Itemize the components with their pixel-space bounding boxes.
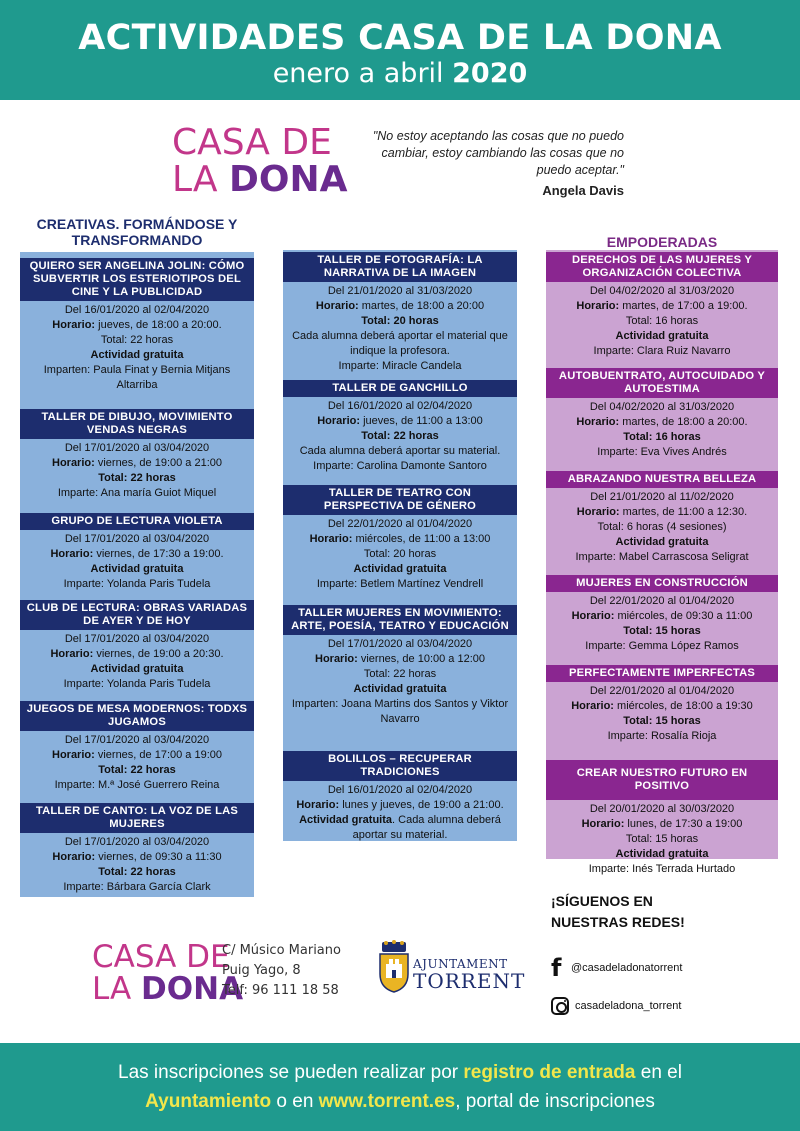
page-subtitle [0,58,800,90]
instagram-link[interactable] [551,997,681,1015]
activity-title: TALLER DE GANCHILLO [283,380,517,397]
activity-card [283,252,517,374]
activity-details [20,301,254,393]
activity-title: AUTOBUENTRATO, AUTOCUIDADO Y AUTOESTIMA [546,368,778,398]
activity-schedule [287,414,513,429]
activity-details [20,630,254,692]
activity-total: Total: 22 horas [98,764,176,776]
activity-total: Total: 22 horas [361,430,439,442]
schedule-value: viernes, de 19:00 a 21:00 [97,457,222,469]
activity-dates: Del 17/01/2020 al 03/04/2020 [327,638,473,650]
activity-title: DERECHOS DE LAS MUJERES Y ORGANIZACIÓN COLECTIVA [546,252,778,282]
activity-title: TALLER DE TEATRO CON PERSPECTIVA DE GÉNERO [283,485,517,515]
casa-de-la-dona-logo [172,124,347,198]
activity-instructor: Imparte: Carolina Damonte Santoro [313,460,487,472]
schedule-label: Horario: [52,851,96,863]
activity-instructor: Imparte: Gemma López Ramos [585,640,739,652]
activity-free-note [287,813,513,843]
activity-card [283,605,517,727]
activity-total: Total: 6 horas (4 sesiones) [597,521,727,533]
activity-title: QUIERO SER ANGELINA JOLIN: CÓMO SUBVERTIR LOS ESTERIOTIPOS DEL CINE Y LA PUBLICIDAD [20,258,254,301]
casa-de-la-dona-logo-footer [92,941,243,1005]
footer-highlight-ayuntamiento: Ayuntamiento [145,1091,272,1112]
schedule-label: Horario: [576,416,620,428]
activity-dates: Del 17/01/2020 al 03/04/2020 [64,734,210,746]
activity-title: TALLER DE CANTO: LA VOZ DE LAS MUJERES [20,803,254,833]
activity-card [20,600,254,692]
activity-instructor: Imparte: Bárbara García Clark [63,881,211,893]
activity-schedule [24,547,250,562]
activity-title: TALLER MUJERES EN MOVIMIENTO: ARTE, POESÍA, TEATRO Y EDUCACIÓN [283,605,517,635]
activity-details [20,833,254,895]
footer-text: en el [635,1062,682,1083]
schedule-value: miércoles, de 11:00 a 13:00 [355,533,491,545]
schedule-label: Horario: [50,648,94,660]
activity-free: Actividad gratuita [90,663,184,675]
activity-title: ABRAZANDO NUESTRA BELLEZA [546,471,778,488]
schedule-label: Horario: [315,300,359,312]
activity-schedule [24,456,250,471]
activity-dates: Del 21/01/2020 al 31/03/2020 [327,285,473,297]
activity-dates: Del 16/01/2020 al 02/04/2020 [64,304,210,316]
activity-instructor: Imparte: Ana maría Guiot Miquel [57,487,217,499]
activity-dates: Del 22/01/2020 al 01/04/2020 [589,685,735,697]
activity-card [20,258,254,393]
logo-line-1: CASA DE [92,939,230,975]
social-title: ¡SÍGUENOS EN NUESTRAS REDES! [551,893,685,930]
schedule-label: Horario: [52,457,95,469]
activity-details [20,530,254,592]
facebook-icon: f [551,954,562,982]
schedule-value: martes, de 17:00 a 19:00. [622,300,748,312]
activity-note: Cada alumna deberá aportar el material que indique la profesora. [292,330,508,357]
logo-line-2-bold: DONA [141,971,244,1007]
activity-total: Total: 15 horas [623,715,701,727]
schedule-label: Horario: [576,506,620,518]
activity-instructor: Imparte: Yolanda Paris Tudela [63,578,211,590]
page-title: ACTIVIDADES CASA DE LA DONA [78,18,722,58]
activity-instructor: Imparte: M.ª José Guerrero Reina [54,779,220,791]
activity-card [20,513,254,592]
activity-schedule [287,532,513,547]
footer-text: , portal de inscripciones [455,1091,655,1112]
activity-free: Actividad gratuita [90,349,184,361]
header-banner [0,0,800,100]
activity-instructor: Imparte: Eva Vives Andrés [597,446,727,458]
activity-dates: Del 17/01/2020 al 03/04/2020 [64,442,210,454]
activities-column-middle [283,250,517,841]
activity-dates: Del 17/01/2020 al 03/04/2020 [64,533,210,545]
activity-card [20,803,254,895]
activity-title: GRUPO DE LECTURA VIOLETA [20,513,254,530]
footer-highlight-registro: registro de entrada [463,1062,636,1083]
schedule-label: Horario: [52,749,95,761]
address-phone: Telf: 96 111 18 58 [222,983,339,998]
schedule-label: Horario: [317,415,361,427]
activity-dates: Del 17/01/2020 al 03/04/2020 [64,633,210,645]
activity-details [20,439,254,501]
activity-instructor: Imparten: Paula Finat y Bernia Mitjans Altarriba [43,364,231,391]
activity-schedule [287,798,513,813]
activity-card [283,751,517,843]
activity-free: Actividad gratuita [90,563,184,575]
quote-text: "No estoy aceptando las cosas que no puedo cambiar, estoy cambiando las cosas que no puedo aceptar." [372,129,624,177]
heading-creativas: CREATIVAS. FORMÁNDOSE Y TRANSFORMANDO [36,216,238,248]
activity-instructor: Imparten: Joana Martins dos Santos y Viktor Navarro [291,698,509,725]
activity-card [20,409,254,501]
activity-details [283,282,517,374]
activity-schedule [287,299,513,314]
instagram-handle[interactable]: casadeladona_torrent [575,1000,682,1012]
activity-card [546,665,778,744]
activity-total: Total: 22 horas [98,472,176,484]
schedule-value: jueves, de 11:00 a 13:00 [363,415,483,427]
activity-details [546,592,778,654]
address-line-1: C/ Músico Mariano [222,943,341,958]
schedule-value: jueves, de 18:00 a 20:00. [98,319,222,331]
activity-instructor: Imparte: Betlem Martínez Vendrell [316,578,484,590]
activity-details [283,635,517,727]
activity-card [546,368,778,460]
activity-details [546,682,778,744]
activity-title: CREAR NUESTRO FUTURO EN POSITIVO [546,760,778,800]
activity-details [283,781,517,843]
activity-details [546,398,778,460]
footer-text: Las inscripciones se pueden realizar por [118,1062,464,1083]
activity-card [546,252,778,359]
schedule-value: martes, de 18:00 a 20:00. [622,416,748,428]
activity-title: CLUB DE LECTURA: OBRAS VARIADAS DE AYER Y DE HOY [20,600,254,630]
heading-empoderadas: EMPODERADAS [606,234,718,250]
logo-line-2 [172,161,347,198]
activity-details [283,397,517,474]
activity-schedule [24,850,250,865]
schedule-value: viernes, de 19:00 a 20:30. [96,648,224,660]
activity-free: Actividad gratuita [615,848,709,860]
activity-title: BOLILLOS – RECUPERAR TRADICIONES [283,751,517,781]
schedule-label: Horario: [52,319,96,331]
address-block [222,941,341,1001]
torrent-text: TORRENT [413,969,526,993]
activity-schedule [24,318,250,333]
activity-note: . Cada alumna deberá aportar su material. [352,814,501,841]
schedule-value: viernes, de 09:30 a 11:30 [98,851,222,863]
activity-details [20,731,254,793]
schedule-label: Horario: [571,610,615,622]
activity-dates: Del 16/01/2020 al 02/04/2020 [327,784,473,796]
activity-dates: Del 17/01/2020 al 03/04/2020 [64,836,210,848]
activity-total: Total: 15 horas [623,625,701,637]
activities-column-left [20,252,254,897]
facebook-link[interactable] [551,954,683,982]
activity-total: Total: 22 horas [100,334,174,346]
schedule-value: martes, de 11:00 a 12:30. [622,506,748,518]
activity-total: Total: 15 horas [625,833,699,845]
activity-schedule [24,748,250,763]
activity-dates: Del 21/01/2020 al 11/02/2020 [590,491,734,503]
facebook-handle[interactable]: @casadeladonatorrent [571,962,683,974]
activity-card [283,380,517,474]
logo-line-2-bold: DONA [228,159,348,200]
activity-total: Total: 22 horas [98,866,176,878]
activity-schedule [287,652,513,667]
schedule-label: Horario: [296,799,340,811]
activity-instructor: Imparte: Yolanda Paris Tudela [63,678,211,690]
schedule-value: miércoles, de 18:00 a 19:30 [617,700,753,712]
activity-total: Total: 20 horas [363,548,437,560]
torrent-crest-icon [376,940,412,994]
activity-schedule [24,647,250,662]
logo-line-2-pre: LA [92,971,142,1007]
schedule-label: Horario: [315,653,358,665]
activity-title: JUEGOS DE MESA MODERNOS: TODXS JUGAMOS [20,701,254,731]
activity-dates: Del 22/01/2020 al 01/04/2020 [589,595,735,607]
ajuntament-text: AJUNTAMENT [413,957,508,971]
activity-instructor: Imparte: Mabel Carrascosa Seligrat [575,551,749,563]
activity-card [546,575,778,654]
logo-line-2-pre: LA [172,159,229,200]
activity-details [546,800,778,877]
schedule-value: viernes, de 17:00 a 19:00 [97,749,222,761]
activity-schedule [550,817,774,832]
activity-card [546,471,778,565]
activity-instructor: Imparte: Clara Ruiz Navarro [593,345,731,357]
schedule-label: Horario: [581,818,625,830]
activity-schedule [550,505,774,520]
activity-schedule [550,609,774,624]
schedule-label: Horario: [571,700,614,712]
activity-schedule [550,299,774,314]
activity-total: Total: 16 horas [625,315,699,327]
schedule-value: viernes, de 17:30 a 19:00. [96,548,224,560]
activity-dates: Del 04/02/2020 al 31/03/2020 [589,401,735,413]
logo-line-1: CASA DE [172,122,332,163]
schedule-label: Horario: [50,548,94,560]
activity-dates: Del 16/01/2020 al 02/04/2020 [327,400,473,412]
activity-free: Actividad gratuita [615,536,709,548]
activity-total: Total: 22 horas [363,668,437,680]
ajuntament-torrent-logo [413,958,525,991]
activity-card [546,760,778,877]
activity-instructor: Imparte: Inés Terrada Hurtado [588,863,736,875]
activity-title: PERFECTAMENTE IMPERFECTAS [546,665,778,682]
address-line-2: Puig Yago, 8 [222,963,301,978]
activity-schedule [550,415,774,430]
schedule-value: lunes y jueves, de 19:00 a 21:00. [342,799,504,811]
schedule-value: viernes, de 10:00 a 12:00 [360,653,485,665]
schedule-value: miércoles, de 09:30 a 11:00 [617,610,753,622]
activity-title: MUJERES EN CONSTRUCCIÓN [546,575,778,592]
logo-line-2 [92,973,243,1005]
schedule-value: martes, de 18:00 a 20:00 [361,300,485,312]
activity-total: Total: 16 horas [623,431,701,443]
schedule-value: lunes, de 17:30 a 19:00 [627,818,743,830]
activity-card [283,485,517,592]
activity-details [546,282,778,359]
activity-total: Total: 20 horas [361,315,439,327]
activity-dates: Del 22/01/2020 al 01/04/2020 [327,518,473,530]
activity-title: TALLER DE DIBUJO, MOVIMIENTO VENDAS NEGRAS [20,409,254,439]
activities-column-right [546,250,778,875]
schedule-label: Horario: [309,533,353,545]
activity-dates: Del 20/01/2020 al 30/03/2020 [589,803,735,815]
activity-free: Actividad gratuita [615,330,709,342]
activity-instructor: Imparte: Miracle Candela [338,360,462,372]
footer-banner [0,1043,800,1131]
activity-title: TALLER DE FOTOGRAFÍA: LA NARRATIVA DE LA IMAGEN [283,252,517,282]
activity-free: Actividad gratuita [353,563,447,575]
subtitle-year: 2020 [452,58,528,89]
instagram-icon [551,997,569,1015]
subtitle-text: enero a abril [272,58,453,89]
activity-schedule [550,699,774,714]
activity-details [546,488,778,565]
schedule-label: Horario: [576,300,620,312]
quote-author: Angela Davis [542,183,624,198]
activity-dates: Del 04/02/2020 al 31/03/2020 [589,285,735,297]
activity-note: Cada alumna deberá aportar su material. [299,445,501,457]
activity-free: Actividad gratuita [353,683,447,695]
activity-instructor: Imparte: Rosalía Rioja [607,730,717,742]
activity-card [20,701,254,793]
footer-website-link[interactable]: www.torrent.es [318,1091,456,1112]
activity-free: Actividad gratuita [299,814,393,826]
footer-text: o en [271,1091,319,1112]
activity-details [283,515,517,592]
